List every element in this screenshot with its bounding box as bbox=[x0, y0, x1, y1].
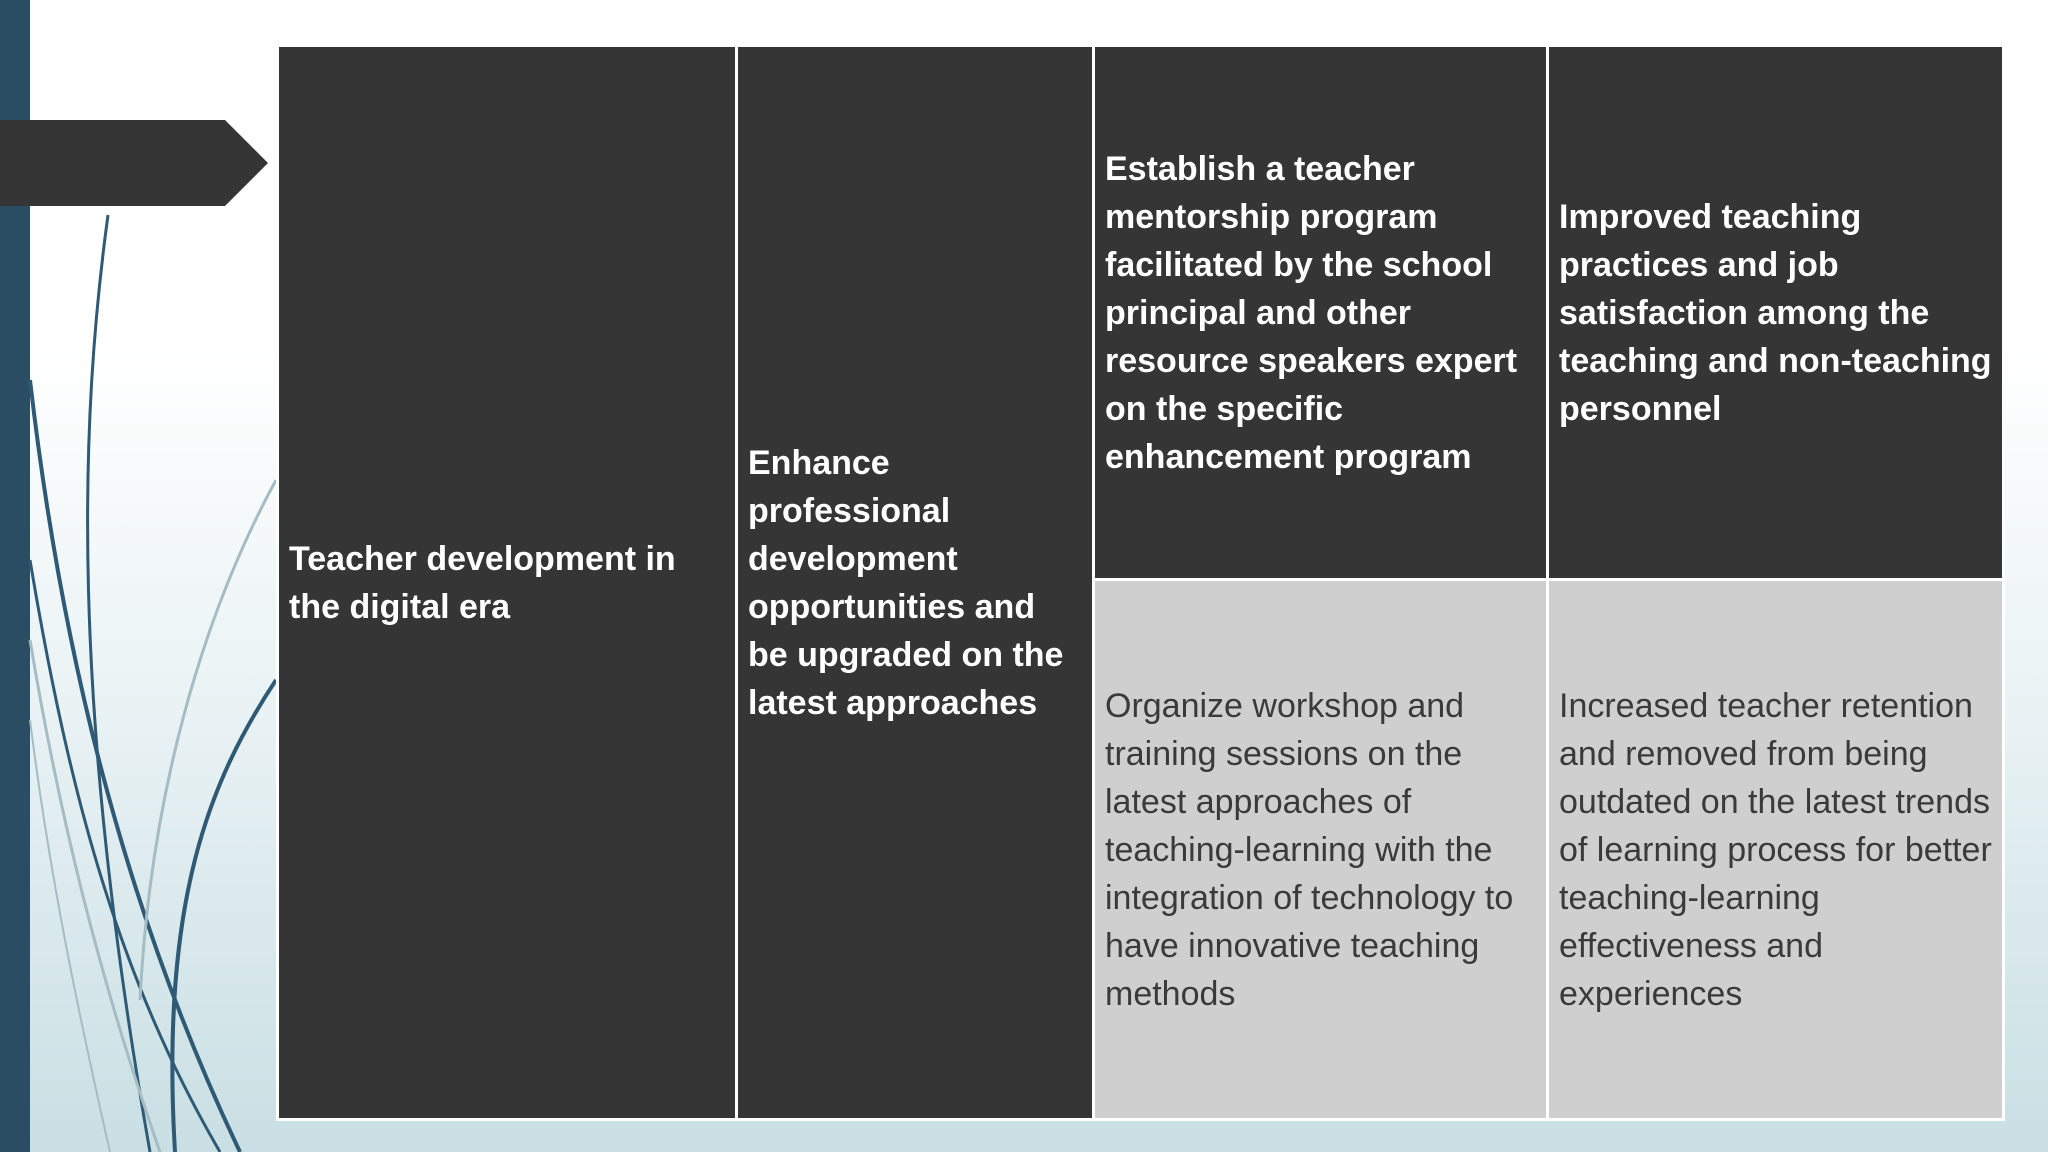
strategy-cell-workshops: Organize workshop and training sessions on the latest approaches of teaching-learning with the integration of technology to have innovative teaching methods bbox=[1094, 580, 1548, 1120]
outcome-cell-teaching-practices: Improved teaching practices and job satisfaction among the teaching and non-teaching personnel bbox=[1548, 46, 2004, 580]
area-cell: Teacher development in the digital era bbox=[278, 46, 737, 1120]
strategy-cell-mentorship: Establish a teacher mentorship program facilitated by the school principal and other resource speakers expert on the specific enhancement program bbox=[1094, 46, 1548, 580]
outcome-cell-teacher-retention: Increased teacher retention and removed from being outdated on the latest trends of learning process for better teaching-learning effectiveness and experiences bbox=[1548, 580, 2004, 1120]
development-plan-table bbox=[276, 44, 2005, 1121]
objective-cell: Enhance professional development opportunities and be upgraded on the latest approaches bbox=[737, 46, 1094, 1120]
table-row bbox=[278, 46, 2004, 580]
arrow-tab-icon bbox=[0, 120, 270, 206]
